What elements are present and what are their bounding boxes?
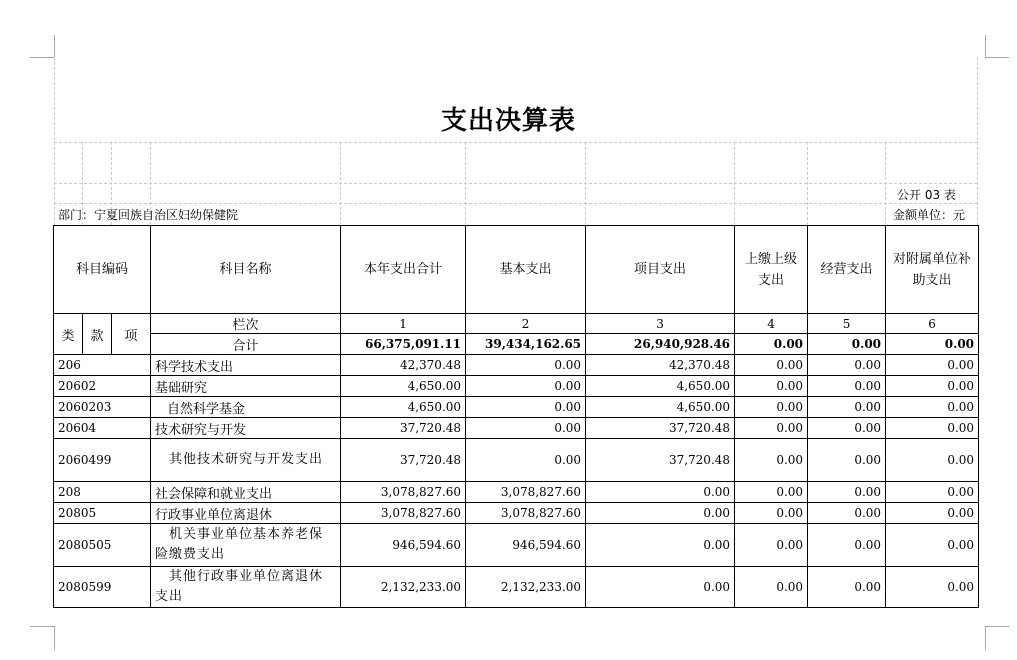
header-operation: 经营支出 (808, 226, 886, 314)
row-code: 208 (54, 482, 151, 503)
row-value: 3,078,827.60 (341, 503, 466, 524)
row-value: 0.00 (886, 355, 979, 376)
row-code: 2080505 (54, 524, 151, 567)
header-kuan: 款 (83, 314, 112, 355)
row-value: 0.00 (886, 439, 979, 482)
row-value: 0.00 (808, 524, 886, 567)
row-value: 0.00 (886, 503, 979, 524)
lanci-label: 栏次 (151, 314, 341, 334)
row-code: 20805 (54, 503, 151, 524)
row-value: 946,594.60 (466, 524, 586, 567)
row-value: 0.00 (735, 503, 808, 524)
gridline (585, 142, 586, 225)
table-row (54, 503, 979, 524)
unit-label: 金额单位：元 (893, 208, 966, 222)
document-title: 支出决算表 (440, 106, 576, 136)
row-value: 946,594.60 (341, 524, 466, 567)
row-value: 4,650.00 (586, 397, 735, 418)
total-value: 0.00 (886, 334, 979, 355)
table-row (54, 439, 979, 482)
row-name: 其他行政事业单位离退休支出 (151, 567, 341, 608)
row-value: 0.00 (808, 482, 886, 503)
crop-mark (985, 626, 986, 650)
header-subsidy: 对附属单位补助支出 (886, 226, 979, 314)
gridline (54, 57, 55, 225)
row-value: 37,720.48 (586, 418, 735, 439)
row-value: 0.00 (735, 482, 808, 503)
row-value: 0.00 (808, 397, 886, 418)
row-code: 2080599 (54, 567, 151, 608)
row-value: 37,720.48 (586, 439, 735, 482)
row-name: 其他技术研究与开发支出 (151, 439, 341, 482)
row-value: 0.00 (466, 397, 586, 418)
crop-mark (985, 35, 986, 57)
header-basic: 基本支出 (466, 226, 586, 314)
row-value: 37,720.48 (341, 418, 466, 439)
form-number: 公开 03 表 (897, 188, 956, 202)
total-value: 39,434,162.65 (466, 334, 586, 355)
total-value: 0.00 (808, 334, 886, 355)
row-name: 社会保障和就业支出 (151, 482, 341, 503)
header-lei: 类 (54, 314, 83, 355)
gridline (977, 57, 978, 225)
gridline (54, 142, 977, 143)
row-value: 0.00 (586, 482, 735, 503)
column-number: 1 (341, 314, 466, 334)
row-value: 0.00 (886, 418, 979, 439)
row-value: 0.00 (735, 397, 808, 418)
row-value: 0.00 (735, 567, 808, 608)
row-name: 基础研究 (151, 376, 341, 397)
total-value: 66,375,091.11 (341, 334, 466, 355)
gridline (465, 142, 466, 225)
crop-mark (985, 57, 1009, 58)
row-name: 机关事业单位基本养老保险缴费支出 (151, 524, 341, 567)
gridline (54, 183, 977, 184)
crop-mark (985, 626, 1009, 627)
row-value: 2,132,233.00 (466, 567, 586, 608)
table-row (54, 376, 979, 397)
row-value: 42,370.48 (341, 355, 466, 376)
row-value: 0.00 (466, 418, 586, 439)
header-row (54, 226, 979, 314)
row-value: 0.00 (735, 376, 808, 397)
gridline (734, 142, 735, 225)
crop-mark (30, 57, 54, 58)
column-number: 5 (808, 314, 886, 334)
total-value: 0.00 (735, 334, 808, 355)
row-value: 0.00 (808, 376, 886, 397)
row-value: 42,370.48 (586, 355, 735, 376)
row-value: 0.00 (735, 524, 808, 567)
column-number: 6 (886, 314, 979, 334)
row-code: 20602 (54, 376, 151, 397)
row-value: 0.00 (466, 439, 586, 482)
header-name: 科目名称 (151, 226, 341, 314)
row-value: 0.00 (466, 355, 586, 376)
row-value: 0.00 (886, 524, 979, 567)
row-value: 4,650.00 (341, 397, 466, 418)
header-code: 科目编码 (54, 226, 151, 314)
row-value: 4,650.00 (586, 376, 735, 397)
total-value: 26,940,928.46 (586, 334, 735, 355)
row-value: 0.00 (886, 482, 979, 503)
row-value: 37,720.48 (341, 439, 466, 482)
row-value: 0.00 (808, 418, 886, 439)
row-value: 0.00 (808, 355, 886, 376)
total-label: 合计 (151, 334, 341, 355)
row-value: 0.00 (886, 376, 979, 397)
row-name: 科学技术支出 (151, 355, 341, 376)
row-value: 0.00 (586, 567, 735, 608)
table-row (54, 482, 979, 503)
crop-mark (54, 35, 55, 57)
row-value: 0.00 (808, 567, 886, 608)
expenditure-table (53, 225, 979, 608)
row-value: 4,650.00 (341, 376, 466, 397)
table-row (54, 524, 979, 567)
table-row (54, 567, 979, 608)
row-value: 3,078,827.60 (466, 503, 586, 524)
crop-mark (54, 626, 55, 650)
column-number-row (54, 314, 979, 334)
row-value: 0.00 (735, 355, 808, 376)
total-row (54, 334, 979, 355)
header-total: 本年支出合计 (341, 226, 466, 314)
crop-mark (30, 626, 54, 627)
row-value: 0.00 (735, 418, 808, 439)
row-code: 206 (54, 355, 151, 376)
column-number: 3 (586, 314, 735, 334)
table-row (54, 418, 979, 439)
row-code: 2060203 (54, 397, 151, 418)
row-value: 0.00 (808, 503, 886, 524)
table-row (54, 397, 979, 418)
table-row (54, 355, 979, 376)
row-value: 0.00 (886, 567, 979, 608)
header-project: 项目支出 (586, 226, 735, 314)
row-name: 技术研究与开发 (151, 418, 341, 439)
gridline (807, 142, 808, 225)
row-name: 行政事业单位离退休 (151, 503, 341, 524)
row-value: 0.00 (586, 524, 735, 567)
row-value: 3,078,827.60 (341, 482, 466, 503)
row-value: 3,078,827.60 (466, 482, 586, 503)
gridline (340, 142, 341, 225)
gridline (54, 203, 977, 204)
row-code: 20604 (54, 418, 151, 439)
gridline (885, 142, 886, 225)
row-value: 2,132,233.00 (341, 567, 466, 608)
row-value: 0.00 (808, 439, 886, 482)
row-code: 2060499 (54, 439, 151, 482)
row-value: 0.00 (586, 503, 735, 524)
row-value: 0.00 (886, 397, 979, 418)
header-upper: 上缴上级支出 (735, 226, 808, 314)
row-value: 0.00 (735, 439, 808, 482)
row-name: 自然科学基金 (151, 397, 341, 418)
department-label: 部门：宁夏回族自治区妇幼保健院 (58, 208, 239, 222)
column-number: 2 (466, 314, 586, 334)
row-value: 0.00 (466, 376, 586, 397)
column-number: 4 (735, 314, 808, 334)
header-xiang: 项 (112, 314, 151, 355)
